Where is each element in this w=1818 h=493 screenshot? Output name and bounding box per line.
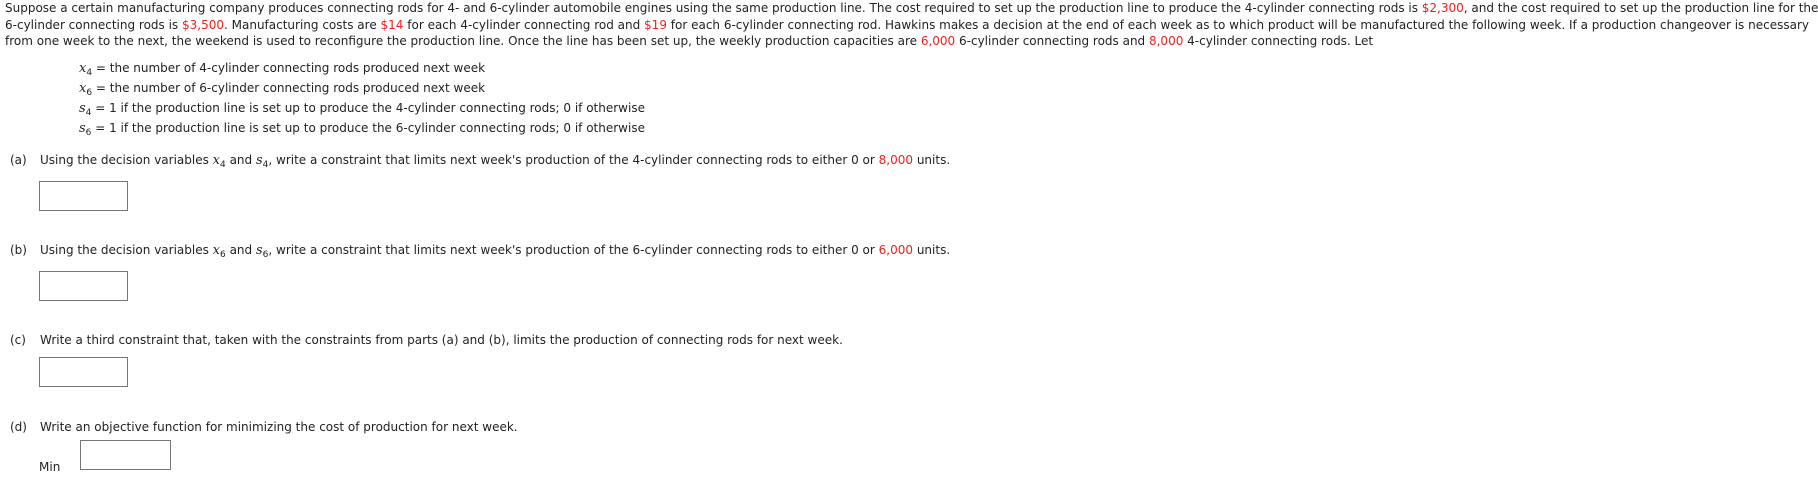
intro-line-1: Suppose a certain manufacturing company produces connecting rods for 4- and 6-cylinder automobile engines using the same production line. The cost required to set up the production line to produce the 4-cylinder connecting rods is $2,300, and the cost required to set up the production line for the bbox=[5, 1, 1818, 15]
definition-s6: $s_6 = 1$ if the production line is set up to produce the 6-cylinder connecting rods; 0 if otherwise bbox=[79, 121, 645, 138]
capacity-4: 8,000 bbox=[1148, 34, 1184, 48]
capacity-6: 6,000 bbox=[920, 34, 956, 48]
answer-input-c[interactable] bbox=[39, 357, 128, 387]
definition-x4: $x_4$ = the number of 4-cylinder connecting rods produced next week bbox=[79, 61, 486, 78]
answer-input-a[interactable] bbox=[39, 181, 128, 211]
setup-cost-4: $2,300 bbox=[1421, 1, 1464, 15]
unit-cost-6: $19 bbox=[644, 17, 667, 32]
problem-statement bbox=[5, 0, 1818, 50]
intro-line-3: from one week to the next, the weekend is used to reconfigure the production line. Once the line has been set up, the weekly production capacities are 6,000 6-cylinder connecting rods and 8,000 4-cylinder connecting rods. Let bbox=[5, 34, 1374, 48]
min-label: Min bbox=[39, 460, 61, 474]
question-c: (c) Write a third constraint that, taken with the constraints from parts (a) and (b), limits the production of connecting rods for next week. bbox=[10, 333, 843, 347]
variable-definitions bbox=[79, 60, 645, 140]
answer-input-b[interactable] bbox=[39, 271, 128, 301]
question-b: (b) Using the decision variables $x_6$ and $s_6$, write a constraint that limits next week's production of the 6-cylinder connecting rods to either 0 or 6,000 units. bbox=[10, 243, 951, 260]
setup-cost-6: $3,500 bbox=[182, 17, 224, 32]
objective-input[interactable] bbox=[80, 440, 171, 470]
definition-x6: $x_6$ = the number of 6-cylinder connecting rods produced next week bbox=[79, 81, 486, 98]
definition-s4: $s_4 = 1$ if the production line is set up to produce the 4-cylinder connecting rods; 0 if otherwise bbox=[79, 101, 645, 118]
question-a: (a) Using the decision variables $x_4$ and $s_4$, write a constraint that limits next week's production of the 4-cylinder connecting rods to either 0 or 8,000 units. bbox=[10, 153, 951, 170]
unit-cost-4: $14 bbox=[380, 17, 404, 32]
intro-line-2: 6-cylinder connecting rods is $3,500. Manufacturing costs are $14 for each 4-cylinder connecting rod and $19 for each 6-cylinder connecting rod. Hawkins makes a decision at the end of each week as to which product will be manufactured the following week. If a production changeover is necessary bbox=[5, 17, 1809, 32]
question-d: (d) Write an objective function for minimizing the cost of production for next week. bbox=[10, 420, 518, 434]
